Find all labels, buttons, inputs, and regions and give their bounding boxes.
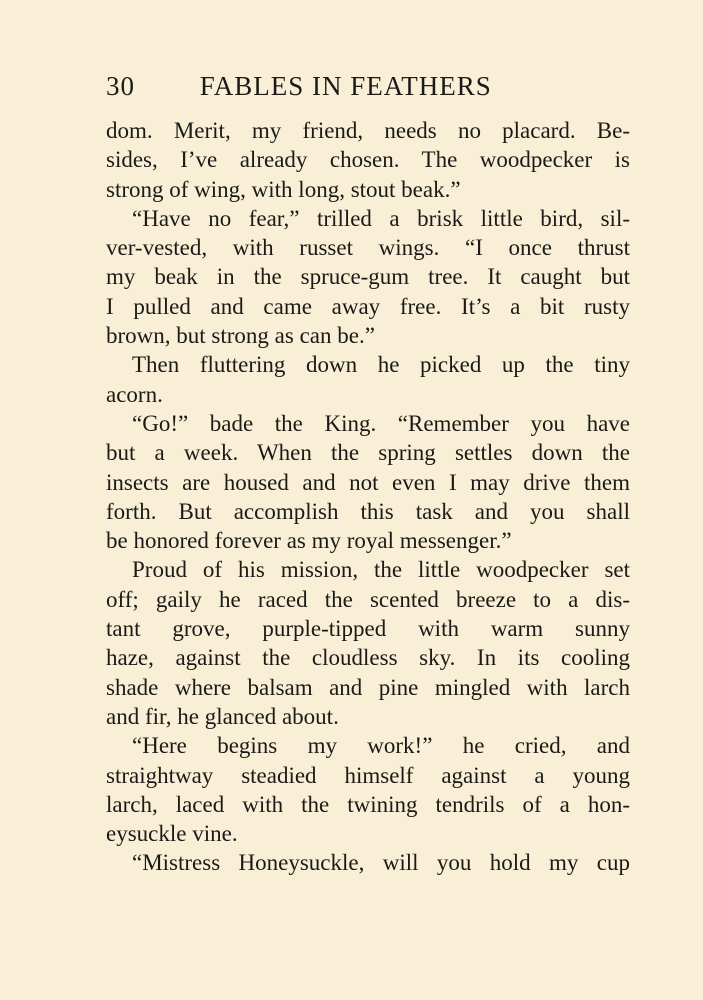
body-text: [106, 116, 630, 878]
text-line: insects are housed and not even I may drive them: [106, 469, 630, 495]
running-head: [106, 68, 536, 104]
text-line: off; gaily he raced the scented breeze to a dis-: [106, 586, 630, 612]
text-line: I pulled and came away free. It’s a bit rusty: [106, 293, 630, 319]
text-line: dom. Merit, my friend, needs no placard. Be-: [106, 118, 630, 143]
text-line: “Have no fear,” trilled a brisk little bird, sil-: [132, 205, 630, 231]
text-line: forth. But accomplish this task and you shall: [106, 498, 630, 524]
text-line: but a week. When the spring settles down the: [106, 440, 630, 466]
text-line: “Mistress Honeysuckle, will you hold my cup: [132, 850, 630, 876]
text-line: Proud of his mission, the little woodpecker set: [132, 557, 630, 583]
page-number: 30: [106, 71, 135, 101]
text-line: my beak in the spruce-gum tree. It caught but: [106, 264, 630, 290]
text-line: tant grove, purple-tipped with warm sunny: [106, 616, 630, 642]
text-line: ver-vested, with russet wings. “I once thrust: [106, 235, 630, 261]
text-line: “Go!” bade the King. “Remember you have: [132, 410, 630, 436]
text-line: sides, I’ve already chosen. The woodpecker is: [106, 147, 630, 173]
text-line: haze, against the cloudless sky. In its cooling: [106, 645, 630, 671]
text-line: larch, laced with the twining tendrils of a hon-: [106, 791, 630, 817]
text-line: acorn.: [106, 381, 163, 407]
text-line: and fir, he glanced about.: [106, 703, 339, 729]
text-line: straightway steadied himself against a young: [106, 762, 630, 788]
text-line: eysuckle vine.: [106, 821, 238, 847]
text-line: be honored forever as my royal messenger.”: [106, 528, 512, 554]
text-line: Then fluttering down he picked up the tiny: [132, 352, 630, 378]
text-line: strong of wing, with long, stout beak.”: [106, 176, 461, 202]
running-title: FABLES IN FEATHERS: [199, 71, 492, 101]
text-line: “Here begins my work!” he cried, and: [132, 733, 630, 759]
text-line: brown, but strong as can be.”: [106, 323, 375, 349]
text-line: shade where balsam and pine mingled with larch: [106, 674, 630, 700]
